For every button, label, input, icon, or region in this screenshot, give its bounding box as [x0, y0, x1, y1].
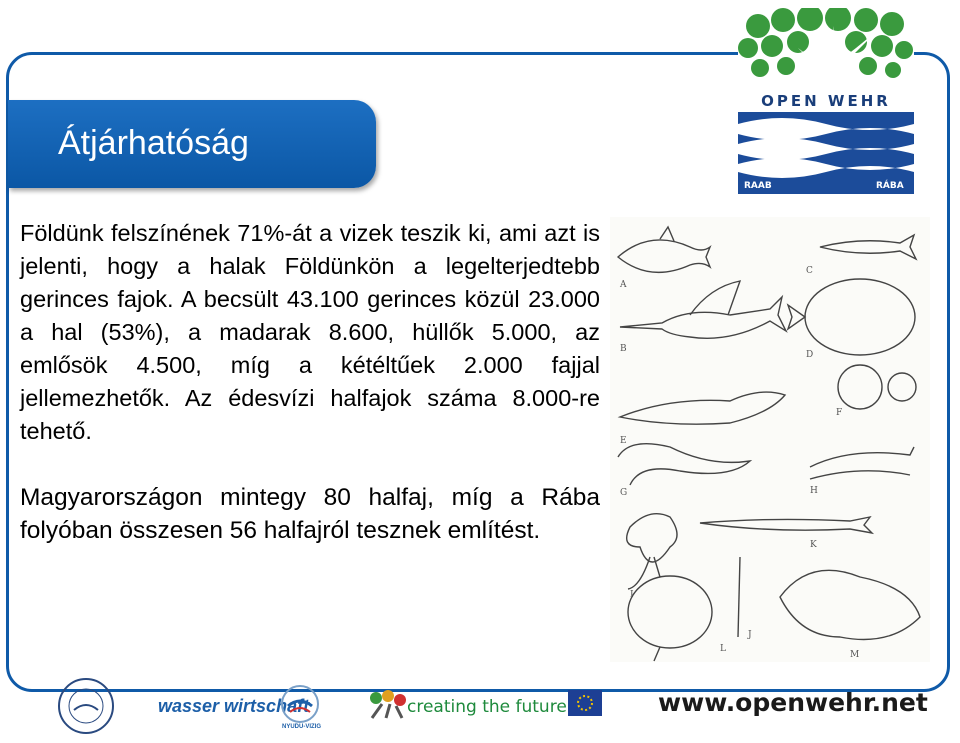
fish-letter-j: J — [748, 630, 752, 640]
wasser-logo: wasser wirtschaft — [158, 696, 310, 716]
open-wehr-logo — [738, 8, 914, 194]
seal-logo — [56, 676, 116, 736]
fish-illustration — [610, 217, 930, 662]
fish-letter-m: M — [850, 650, 860, 660]
fish-letter-c: C — [806, 266, 813, 276]
fish-letter-f: F — [836, 408, 843, 418]
logo-right-label: RÁBA — [876, 181, 904, 191]
fish-letter-g: G — [620, 488, 628, 498]
fish-letter-d: D — [806, 350, 814, 360]
title-tab — [8, 100, 376, 188]
logo-left-label: RAAB — [744, 181, 772, 191]
fish-letter-k: K — [810, 540, 817, 550]
logo-name: OPEN WEHR — [761, 92, 891, 110]
website-link[interactable]: www.openwehr.net — [658, 688, 928, 717]
paragraph-2: Magyarországon mintegy 80 halfaj, míg a Rába folyóban összesen 56 halfajról tesznek említést. — [20, 484, 600, 544]
nyuduvizig-logo — [280, 684, 320, 724]
fish-letter-h: H — [810, 486, 818, 496]
creating-future-label: creating the future — [407, 697, 567, 717]
slide-title: Átjárhatóság — [58, 124, 249, 162]
fish-letter-a: A — [620, 280, 627, 290]
fish-letter-i: I — [630, 590, 634, 600]
creating-future-icon — [368, 690, 406, 720]
fish-letter-b: B — [620, 344, 627, 354]
fish-letter-e: E — [620, 436, 627, 446]
fish-letter-l: L — [720, 644, 726, 654]
eu-flag-icon — [568, 690, 602, 716]
paragraph-1: Földünk felszínének 71%-át a vizek teszik ki, ami azt is jelenti, hogy a halak Földünkön a legelterjedtebb gerinces fajok. A becsült 43.100 gerinces közül 23.000 a hal (53%), a madarak 8.600, hüllők 5.000, az emlősök 4.500, míg a kétéltűek 2.000 fajjal jellemezhetők. Az édesvízi halfajok száma 8.000-re tehető. — [20, 220, 600, 444]
nyuduvizig-label: NYUDU-VIZIG — [282, 724, 321, 730]
